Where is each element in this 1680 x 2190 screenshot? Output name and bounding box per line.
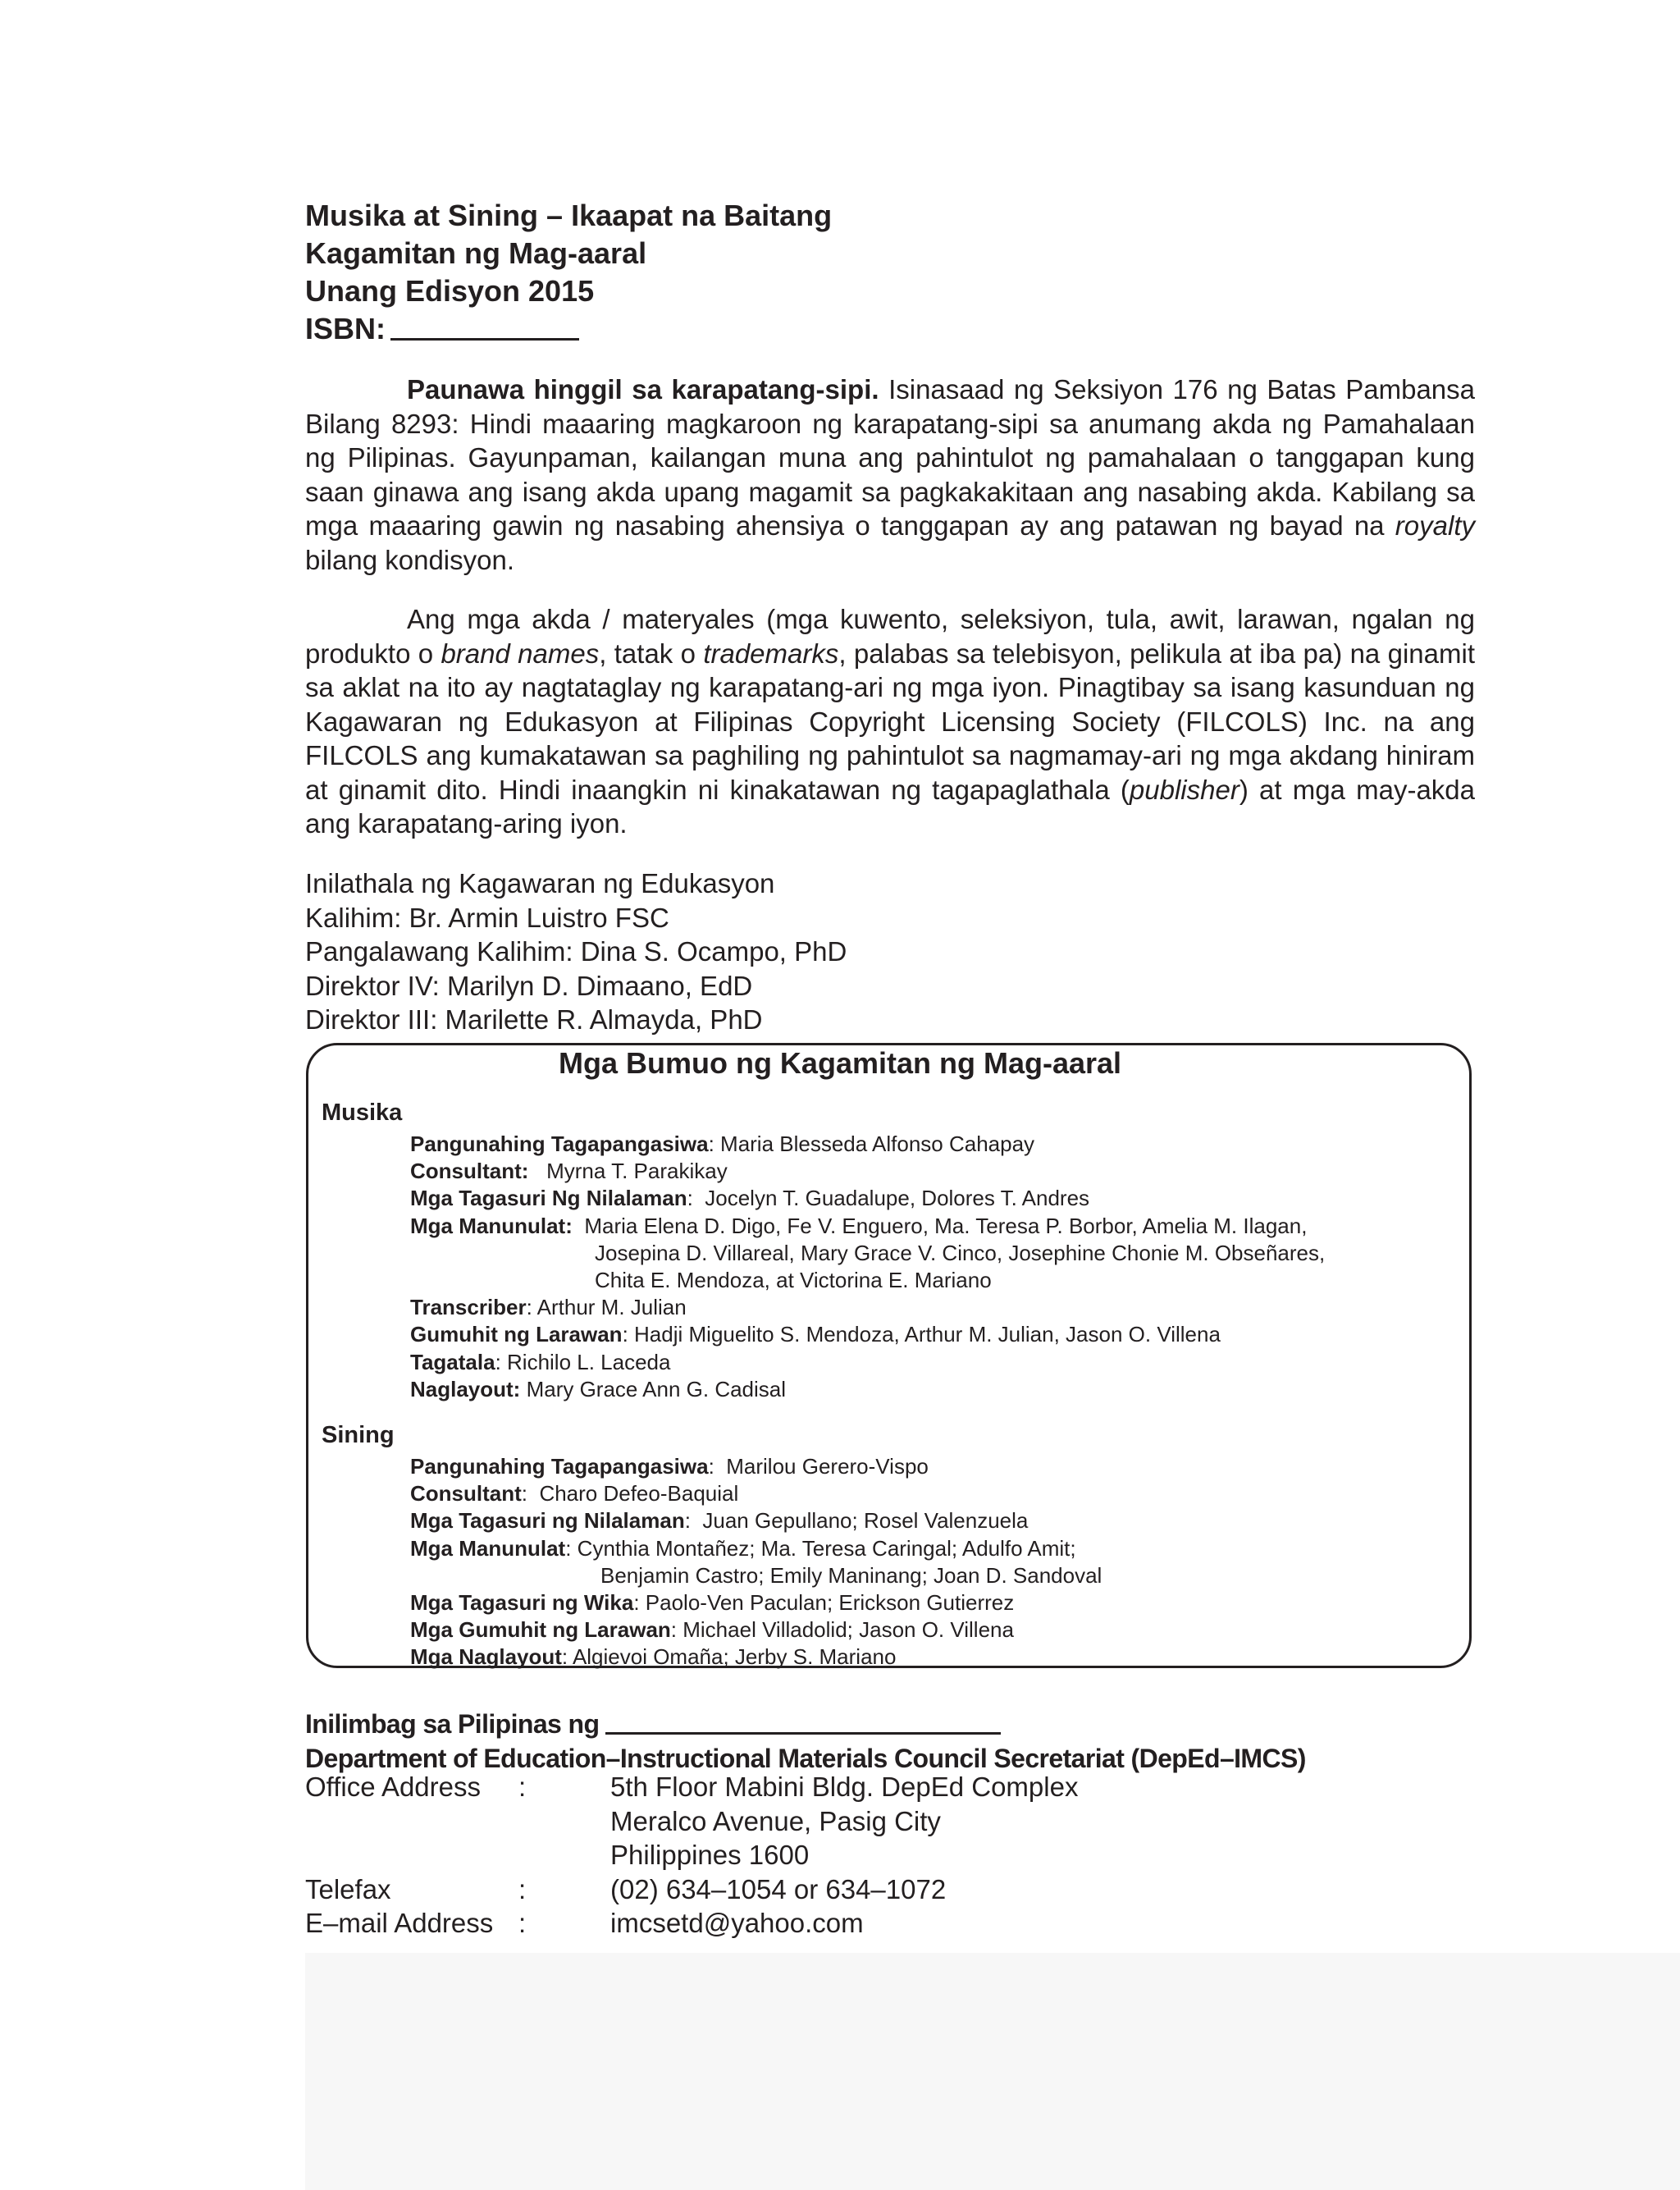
credit-row: Mga Gumuhit ng Larawan: Michael Villadolid; Jason O. Villena [410,1617,1014,1643]
department-line: Department of Education–Instructional Materials Council Secretariat (DepEd–IMCS) [305,1744,1306,1773]
book-edition: Unang Edisyon 2015 [305,274,595,308]
materials-italic-trademarks: trademarks [703,638,839,669]
materials-text-2: , tatak o [599,638,704,669]
credit-row: Naglayout: Mary Grace Ann G. Cadisal [410,1376,787,1401]
notice-royalty: royalty [1395,510,1475,541]
page-shade [305,1953,1680,2190]
credit-row: Pangunahing Tagapangasiwa: Maria Blesseda Alfonso Cahapay [410,1132,1035,1156]
credit-row: Tagatala: Richilo L. Laceda [410,1349,671,1374]
printer-blank [605,1708,1001,1735]
isbn-row [305,310,832,348]
book-subtitle: Kagamitan ng Mag-aaral [305,236,647,270]
copyright-notice [305,373,1475,577]
office-address-value: 5th Floor Mabini Bldg. DepEd Complex Meralco Avenue, Pasig City Philippines 1600 [610,1772,1079,1870]
publisher-line: Inilathala ng Kagawaran ng Edukasyon [305,868,775,898]
credit-row: Mga Tagasuri ng Wika: Paolo-Ven Paculan; Erickson Gutierrez [410,1590,1015,1616]
credit-row: Mga Manunulat: Cynthia Montañez; Ma. Teresa Caringal; Adulfo Amit; Benjamin Castro; Emily Maninang; Joan D. Sandoval [410,1535,1102,1588]
materials-text-1: Ang mga akda / materyales (mga kuwento, seleksiyon, tula, awit, larawan, ngalan ng produkto o [305,604,1475,669]
email-label: E–mail Address [305,1908,494,1938]
telefax-label: Telefax [305,1873,391,1904]
printed-in-row [305,1707,1306,1741]
materials-italic-brand-names: brand names [441,638,600,669]
isbn-label: ISBN: [305,312,386,345]
address-block [305,1770,1078,1941]
publisher-info [305,866,847,1037]
secretary-line: Kalihim: Br. Armin Luistro FSC [305,902,669,933]
telefax-value: (02) 634–1054 or 634–1072 [610,1873,947,1904]
materials-text-4: ) at mga may-akda ang karapatang-aring iyon. [305,774,1475,839]
credit-row: Mga Tagasuri Ng Nilalaman: Jocelyn T. Guadalupe, Dolores T. Andres [410,1186,1090,1211]
sining-heading: Sining [322,1422,395,1448]
credit-row: Mga Tagasuri ng Nilalaman: Juan Gepullano; Rosel Valenzuela [410,1508,1029,1534]
printer-info [305,1707,1306,1776]
credit-row: Consultant: Charo Defeo-Baquial [410,1481,739,1506]
notice-heading: Paunawa hinggil sa karapatang-sipi. [407,374,879,405]
sining-credits [410,1453,1102,1671]
email-value[interactable]: imcsetd@yahoo.com [610,1908,864,1938]
isbn-blank [390,312,579,341]
materials-italic-publisher: publisher [1129,774,1239,805]
director-iii-line: Direktor III: Marilette R. Almayda, PhD [305,1004,763,1035]
credits-title: Mga Bumuo ng Kagamitan ng Mag-aaral [558,1046,1122,1080]
credit-row: Mga Manunulat: Maria Elena D. Digo, Fe V. Enguero, Ma. Teresa P. Borbor, Amelia M. Ilagan, Josepina D. Villareal, Mary Grace V. Cinco, Josephine Chonie M. Obseñares, Chita E. Mendoza, at Victorina E. Mariano [410,1213,1326,1293]
musika-heading: Musika [322,1100,403,1126]
credit-row: Consultant: Myrna T. Parakikay [410,1159,728,1184]
book-title: Musika at Sining – Ikaapat na Baitang [305,199,833,232]
book-header [305,197,832,348]
credit-row: Gumuhit ng Larawan: Hadji Miguelito S. Mendoza, Arthur M. Julian, Jason O. Villena [410,1322,1221,1347]
materials-text-3: , palabas sa telebisyon, pelikula at iba pa) na ginamit sa aklat na ito ay nagtataglay ng karapatang-ari ng mga iyon. Pinagtibay sa isang kasunduan ng Kagawaran ng Edukasyon at Filipinas Copyright Licensing Society (FILCOLS) Inc. na ang FILCOLS ang kumakatawan sa paghiling ng pahintulot sa nagmamay-ari ng mga akdang hiniram at ginamit dito. Hindi inaangkin ni kinakatawan ng tagapaglathala ( [305,638,1475,805]
undersecretary-line: Pangalawang Kalihim: Dina S. Ocampo, PhD [305,936,847,967]
notice-body: Isinasaad ng Seksiyon 176 ng Batas Pambansa Bilang 8293: Hindi maaaring magkaroon ng karapatang-sipi sa anumang akda ng Pamahalaan ng Pilipinas. Gayunpaman, kailangan muna ang pahintulot ng pamahalaan o tanggapan kung saan ginawa ang isang akda upang magamit sa pagkakakitaan ang nasabing akda. Kabilang sa mga maaaring gawin ng nasabing ahensiya o tanggapan ay ang patawan ng bayad na [305,374,1475,541]
director-iv-line: Direktor IV: Marilyn D. Dimaano, EdD [305,970,753,1001]
notice-tail: bilang kondisyon. [305,544,515,575]
printed-in-label: Inilimbag sa Pilipinas ng [305,1709,600,1739]
credit-row: Pangunahing Tagapangasiwa: Marilou Gerero-Vispo [410,1454,929,1479]
office-address-row: Office Address : 5th Floor Mabini Bldg. DepEd Complex Meralco Avenue, Pasig City Philippines 1600 [305,1770,1078,1872]
email-row: E–mail Address : imcsetd@yahoo.com [305,1906,1078,1941]
credit-row: Transcriber: Arthur M. Julian [410,1295,687,1320]
telefax-row: Telefax : (02) 634–1054 or 634–1072 [305,1872,1078,1907]
office-address-label: Office Address [305,1772,482,1802]
musika-credits [410,1131,1325,1403]
credit-row: Mga Naglayout: Algievoi Omaña; Jerby S. Mariano [410,1644,897,1670]
materials-paragraph [305,602,1475,841]
